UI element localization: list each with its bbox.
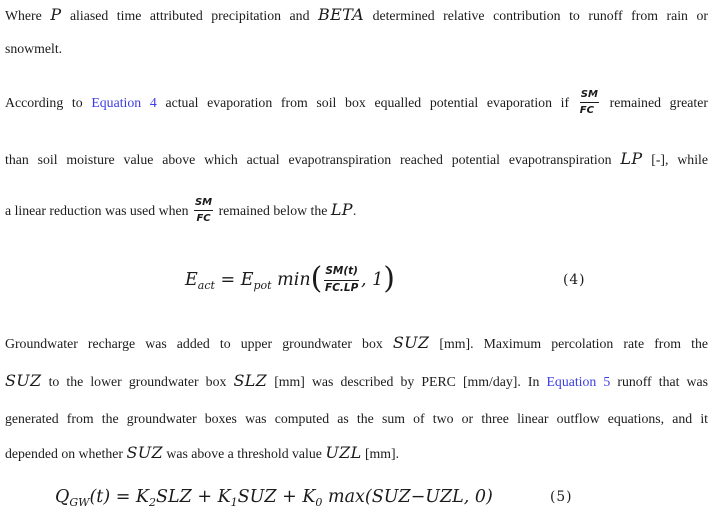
math-variable: LP (330, 200, 353, 219)
text-line-linear-reduction: a linear reduction was used when $\frac{SM}{FC}$ remained below the LP. (5, 197, 357, 225)
equation-term: (t) = K (89, 487, 150, 507)
inline-fraction: $\frac{SM}{FC}$ (194, 197, 213, 225)
equation-cross-reference-link[interactable]: Equation 5 (546, 374, 611, 389)
equation-cross-reference-link[interactable]: Equation 4 (91, 95, 157, 110)
equation-5 (5, 477, 708, 517)
math-variable: P (50, 5, 62, 24)
math-variable: UZL (325, 443, 362, 462)
inline-fraction: $\frac{SM(t)}{FC.LP}$ (325, 265, 359, 294)
equation-term: min (271, 270, 311, 290)
equation-term: SLZ + K (156, 487, 231, 507)
equation-term: = (214, 270, 241, 290)
equation-term: max(SUZ−UZL, 0) (322, 487, 493, 507)
text-line-outflow-equations: generated from the groundwater boxes was computed as the sum of two or three linear outflow equations, and it (5, 411, 708, 426)
equation-subscript: GW (69, 496, 90, 509)
equation-subscript: 1 (230, 496, 238, 509)
equation-term: E (240, 270, 254, 290)
text-line-soil-moisture: than soil moisture value above which actual evapotranspiration reached potential evapotranspiration LP [-], while (5, 149, 708, 168)
equation-subscript: 0 (315, 496, 323, 509)
equation-subscript: 2 (149, 496, 157, 509)
text-line-groundwater-recharge: Groundwater recharge was added to upper groundwater box SUZ [mm]. Maximum percolation rate from the (5, 333, 708, 352)
math-variable: BETA (318, 5, 365, 24)
big-parenthesis: ( (310, 260, 323, 296)
equation-term: Q (55, 487, 70, 507)
text-line-snowmelt: snowmelt. (5, 41, 63, 56)
equation-5-number: (5) (550, 489, 573, 505)
math-variable: SUZ (392, 333, 430, 352)
big-parenthesis: ) (383, 260, 395, 296)
math-variable: LP (620, 149, 643, 168)
equation-4 (5, 256, 708, 304)
equation-term: E (185, 270, 198, 290)
equation-4-number: (4) (563, 272, 586, 288)
text-line-where-beta: Where P aliased time attributed precipitation and BETA determined relative contribution to runoff from rain or (5, 5, 708, 24)
equation-4-formula (185, 260, 395, 296)
equation-subscript: pot (253, 279, 272, 292)
equation-term: SUZ + K (237, 487, 316, 507)
math-variable: SLZ (233, 371, 268, 390)
text-line-according-equation4: According to Equation 4 actual evaporation from soil box equalled potential evaporation if $\frac{SM}{FC}$ remained greater (5, 89, 708, 117)
text-line-threshold-uzl: depended on whether SUZ was above a threshold value UZL [mm]. (5, 443, 400, 462)
inline-fraction: $\frac{SM}{FC}$ (579, 89, 598, 117)
equation-5-formula (55, 487, 493, 507)
equation-subscript: act (197, 279, 215, 292)
math-variable: SUZ (5, 371, 42, 390)
math-variable: SUZ (126, 443, 163, 462)
equation-term: , 1 (360, 270, 384, 290)
text-line-suz-slz: SUZ to the lower groundwater box SLZ [mm] was described by PERC [mm/day]. In Equation 5 runoff that was (5, 371, 708, 390)
